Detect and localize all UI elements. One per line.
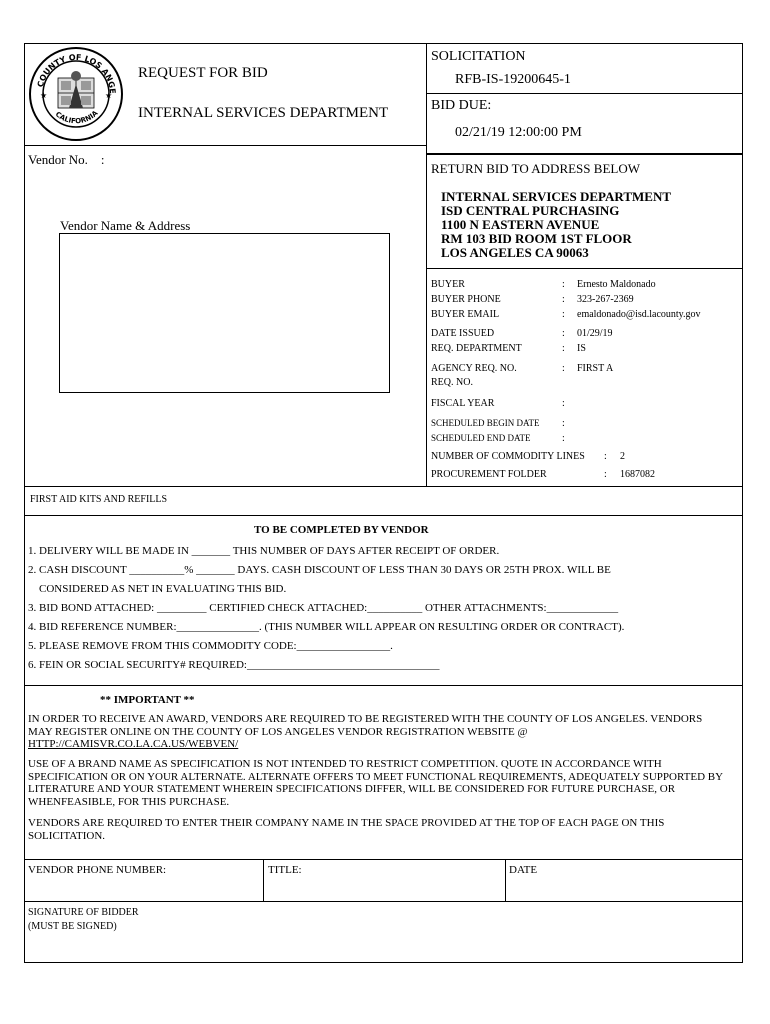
footer-top-rule <box>24 859 743 860</box>
agency-req-value: FIRST A <box>577 363 614 374</box>
procurement-folder-colon: : <box>604 469 607 480</box>
return-address-line: ISD CENTRAL PURCHASING <box>441 203 620 218</box>
buyer-label: BUYER <box>431 279 465 290</box>
req-department-value: IS <box>577 343 586 354</box>
date-issued-colon: : <box>562 328 565 339</box>
svg-text:★: ★ <box>40 91 48 100</box>
title-field[interactable] <box>264 876 504 900</box>
vendor-section-rule <box>24 515 743 516</box>
agency-req-label: AGENCY REQ. NO. <box>431 363 517 374</box>
signature-field[interactable] <box>25 935 742 962</box>
date-issued-label: DATE ISSUED <box>431 328 495 339</box>
bid-due-label: BID DUE: <box>431 98 492 113</box>
buyer-colon: : <box>562 279 565 290</box>
return-address-block <box>441 190 671 260</box>
signature-label: SIGNATURE OF BIDDER <box>28 907 139 918</box>
vendor-item-cash-discount[interactable]: 2. CASH DISCOUNT __________% _______ DAYS. CASH DISCOUNT OF LESS THAN 30 DAYS OR 25TH PROX. WILL BE <box>28 564 611 576</box>
form-title: REQUEST FOR BID <box>138 65 268 81</box>
buyer-email-label: BUYER EMAIL <box>431 309 500 320</box>
scheduled-end-label: SCHEDULED END DATE <box>431 433 531 443</box>
important-title: ** IMPORTANT ** <box>100 694 195 706</box>
county-seal-logo <box>28 46 124 142</box>
procurement-folder-value: 1687082 <box>620 469 655 480</box>
commodity-lines-colon: : <box>604 451 607 462</box>
buyer-phone-label: BUYER PHONE <box>431 294 501 305</box>
req-no-label: REQ. NO. <box>431 377 473 388</box>
buyer-phone-colon: : <box>562 294 565 305</box>
registration-link[interactable]: HTTP://CAMISVR.CO.LA.CA.US/WEBVEN/ <box>28 738 239 750</box>
buyer-email-colon: : <box>562 309 565 320</box>
commodity-lines-value: 2 <box>620 451 625 462</box>
header-divider <box>24 145 426 146</box>
procurement-folder-label: PROCUREMENT FOLDER <box>431 469 547 480</box>
solicitation-divider <box>426 93 743 94</box>
date-field[interactable] <box>506 876 742 900</box>
signature-rule <box>24 901 743 902</box>
date-issued-value: 01/29/19 <box>577 328 613 339</box>
fiscal-year-label: FISCAL YEAR <box>431 398 495 409</box>
vendor-item-bid-reference[interactable]: 4. BID REFERENCE NUMBER:_______________. (THIS NUMBER WILL APPEAR ON RESULTING ORDER OR CONTRACT). <box>28 621 625 633</box>
vendor-no-label: Vendor No. : <box>28 152 105 167</box>
buyer-value: Ernesto Maldonado <box>577 279 656 290</box>
important-registration-paragraph <box>28 713 728 751</box>
vendor-name-address-label: Vendor Name & Address <box>60 218 191 233</box>
vendor-item-cash-discount-cont: CONSIDERED AS NET IN EVALUATING THIS BID. <box>28 583 287 595</box>
scheduled-begin-colon: : <box>562 418 565 429</box>
bid-due-value: 02/21/19 12:00:00 PM <box>455 125 582 140</box>
signature-note: (MUST BE SIGNED) <box>28 921 117 932</box>
right-column-divider <box>426 43 427 486</box>
vendor-section-title: TO BE COMPLETED BY VENDOR <box>254 524 429 536</box>
vendor-item-commodity-code[interactable]: 5. PLEASE REMOVE FROM THIS COMMODITY CODE:_________________. <box>28 640 393 652</box>
return-address-line: RM 103 BID ROOM 1ST FLOOR <box>441 231 632 246</box>
req-department-colon: : <box>562 343 565 354</box>
bid-description: FIRST AID KITS AND REFILLS <box>30 494 168 505</box>
address-divider <box>426 268 743 269</box>
vendor-item-fein[interactable]: 6. FEIN OR SOCIAL SECURITY# REQUIRED:___________________________________ <box>28 659 440 671</box>
return-address-line: INTERNAL SERVICES DEPARTMENT <box>441 189 672 204</box>
svg-text:COUNTY OF LOS ANGELES: COUNTY OF LOS ANGE <box>35 52 118 95</box>
description-top-rule <box>24 486 743 487</box>
commodity-lines-label: NUMBER OF COMMODITY LINES <box>431 451 585 462</box>
return-address-label: RETURN BID TO ADDRESS BELOW <box>431 161 640 176</box>
agency-req-colon: : <box>562 363 565 374</box>
svg-text:CALIFORNIA: CALIFORNIA <box>53 109 100 126</box>
return-address-line: LOS ANGELES CA 90063 <box>441 245 589 260</box>
buyer-phone-value: 323-267-2369 <box>577 294 634 305</box>
brand-name-paragraph: USE OF A BRAND NAME AS SPECIFICATION IS NOT INTENDED TO RESTRICT COMPETITION. QUOTE IN ACCORDANCE WITH SPECIFICATION OR ON YOUR ALTERNATE. ALTERNATE OFFERS TO MEET FUNCTIONAL REQUIREMENTS, ADEQUATELY SUPPORTED BY LITERATURE AND YOUR STATEMENT WHEREIN SPECIFICATIONS DIFFER, WILL BE CONSIDERED FOR FUTURE PURCHASE, OR WHENFEASIBLE, FOR THIS PURCHASE. <box>28 758 723 808</box>
fiscal-year-colon: : <box>562 398 565 409</box>
bid-due-divider <box>426 153 743 155</box>
vendor-item-delivery[interactable]: 1. DELIVERY WILL BE MADE IN _______ THIS NUMBER OF DAYS AFTER RECEIPT OF ORDER. <box>28 545 500 557</box>
vendor-phone-label: VENDOR PHONE NUMBER: <box>28 864 167 876</box>
return-address-line: 1100 N EASTERN AVENUE <box>441 217 600 232</box>
company-name-paragraph: VENDORS ARE REQUIRED TO ENTER THEIR COMPANY NAME IN THE SPACE PROVIDED AT THE TOP OF EACH PAGE ON THIS SOLICITATION. <box>28 817 665 842</box>
important-section-rule <box>24 685 743 686</box>
solicitation-number: RFB-IS-19200645-1 <box>455 72 571 87</box>
vendor-phone-field[interactable] <box>25 876 262 900</box>
department-title: INTERNAL SERVICES DEPARTMENT <box>138 105 389 121</box>
scheduled-begin-label: SCHEDULED BEGIN DATE <box>431 418 540 428</box>
date-label: DATE <box>509 864 538 876</box>
vendor-name-address-field[interactable] <box>59 233 390 393</box>
title-label: TITLE: <box>268 864 302 876</box>
buyer-email-value: emaldonado@isd.lacounty.gov <box>577 309 701 320</box>
svg-text:★: ★ <box>105 91 113 100</box>
solicitation-label: SOLICITATION <box>431 49 526 64</box>
registration-text: IN ORDER TO RECEIVE AN AWARD, VENDORS ARE REQUIRED TO BE REGISTERED WITH THE COUNTY OF LOS ANGELES. VENDORS MAY REGISTER ONLINE ON THE COUNTY OF LOS ANGELES VENDOR REGISTRATION WEBSITE @ <box>28 713 703 738</box>
vendor-item-bid-bond[interactable]: 3. BID BOND ATTACHED: _________ CERTIFIED CHECK ATTACHED:__________ OTHER ATTACHMENTS:_____________ <box>28 602 619 614</box>
req-department-label: REQ. DEPARTMENT <box>431 343 522 354</box>
scheduled-end-colon: : <box>562 433 565 444</box>
